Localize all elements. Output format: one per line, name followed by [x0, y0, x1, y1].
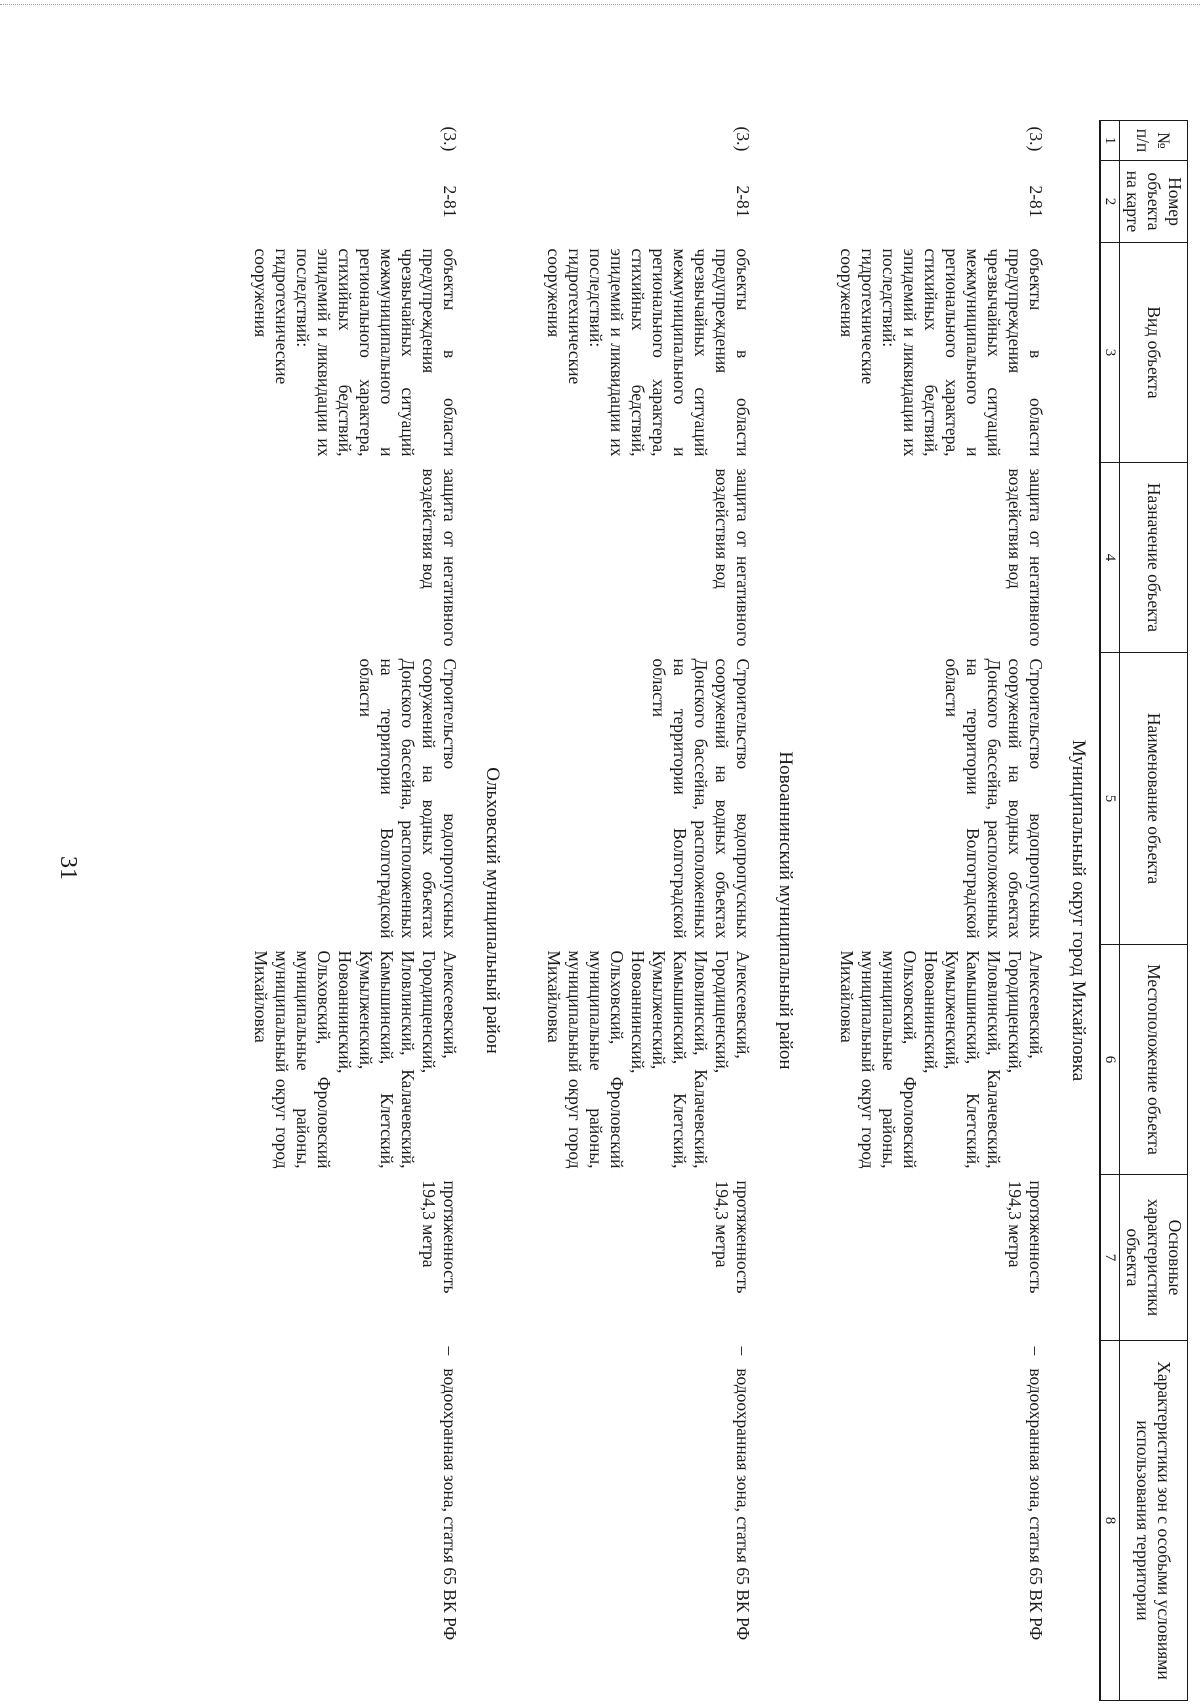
- row-number: (3.): [1026, 126, 1046, 152]
- column-number: 2: [1100, 161, 1120, 243]
- column-number: 8: [1100, 1341, 1120, 1701]
- zone-cell: [220, 1341, 474, 1701]
- object-type: объекты в области предупреждения чрезвычайных ситуаций межмуниципального и регионального характера, стихийных бедствий, эпидемий и ликвидации их последствий: гидротехнические сооружения: [544, 248, 753, 457]
- object-name: Строительство водопропускных сооружений на водных объектах Донского бассейна, расположенных на территории Волгоградской области: [942, 658, 1046, 939]
- header-object-type: Вид объекта: [1120, 243, 1188, 463]
- object-characteristics: протяженность 194,3 метра: [712, 1180, 753, 1294]
- object-purpose: защита от негативного воздействия вод: [712, 468, 753, 647]
- zone-characteristics: водоохранная зона, статья 65 ВК РФ: [440, 1368, 460, 1641]
- column-number: 7: [1100, 1175, 1120, 1341]
- object-purpose: защита от негативного воздействия вод: [1005, 468, 1046, 647]
- object-characteristics: протяженность 194,3 метра: [419, 1180, 460, 1294]
- header-object-location: Местоположение объекта: [1120, 945, 1188, 1175]
- object-name: Строительство водопропускных сооружений на водных объектах Донского бассейна, расположенных на территории Волгоградской области: [356, 658, 460, 939]
- header-row: [1120, 121, 1188, 1701]
- section-title: Новоаннинский муниципальный район: [775, 751, 796, 1070]
- column-number: 6: [1100, 945, 1120, 1175]
- zone-characteristics: водоохранная зона, статья 65 ВК РФ: [1026, 1368, 1046, 1641]
- section-title: Ольховский муниципальный район: [482, 767, 503, 1054]
- zone-cell: [513, 1341, 767, 1701]
- rotated-page-content: [128, 120, 1188, 1700]
- header-object-characteristics: Основные характеристики объекта: [1120, 1175, 1188, 1341]
- scan-edge-line: [0, 4, 1200, 5]
- dash-mark: –: [733, 1346, 753, 1356]
- table-row: [806, 121, 1060, 1701]
- object-characteristics: протяженность 194,3 метра: [1005, 1180, 1046, 1294]
- column-number: 4: [1100, 463, 1120, 653]
- header-object-name: Наименование объекта: [1120, 653, 1188, 945]
- column-number: 3: [1100, 243, 1120, 463]
- row-number: (3.): [440, 126, 460, 152]
- dash-mark: –: [1026, 1346, 1046, 1356]
- header-map-number: Номер объекта на карте: [1120, 161, 1188, 243]
- zone-characteristics: водоохранная зона, статья 65 ВК РФ: [733, 1368, 753, 1641]
- row-number: (3.): [733, 126, 753, 152]
- table-row: [220, 121, 474, 1701]
- header-object-purpose: Назначение объекта: [1120, 463, 1188, 653]
- object-name: Строительство водопропускных сооружений на водных объектах Донского бассейна, расположенных на территории Волгоградской области: [649, 658, 753, 939]
- section-heading-row: [1060, 121, 1100, 1701]
- section-title: Муниципальный округ город Михайловка: [1068, 739, 1089, 1082]
- map-number: 2-81: [440, 185, 460, 218]
- object-type: объекты в области предупреждения чрезвычайных ситуаций межмуниципального и регионального характера, стихийных бедствий, эпидемий и ликвидации их последствий: гидротехнические сооружения: [251, 248, 460, 457]
- header-number: № п/п: [1120, 121, 1188, 161]
- object-location: Алексеевский, Городищенский, Иловлинский, Калачевский, Камышинский, Клетский, Кумылженский, Новоаннинский, Ольховский, Фроловский муниципальные районы, муниципальный округ город Михайловка: [251, 950, 460, 1169]
- page-number: 31: [55, 856, 81, 880]
- objects-table: [220, 120, 1188, 1701]
- object-location: Алексеевский, Городищенский, Иловлинский, Калачевский, Камышинский, Клетский, Кумылженский, Новоаннинский, Ольховский, Фроловский муниципальные районы, муниципальный округ город Михайловка: [544, 950, 753, 1169]
- map-number: 2-81: [733, 185, 753, 218]
- header-zone-characteristics: Характеристики зон с особыми условиями использования территории: [1120, 1341, 1188, 1701]
- column-number: 5: [1100, 653, 1120, 945]
- map-number: 2-81: [1026, 185, 1046, 218]
- column-numbers-row: [1100, 121, 1120, 1701]
- section-heading-row: [767, 121, 806, 1701]
- zone-cell: [806, 1341, 1060, 1701]
- table-row: [513, 121, 767, 1701]
- object-purpose: защита от негативного воздействия вод: [419, 468, 460, 647]
- section-heading-row: [474, 121, 513, 1701]
- object-type: объекты в области предупреждения чрезвычайных ситуаций межмуниципального и регионального характера, стихийных бедствий, эпидемий и ликвидации их последствий: гидротехнические сооружения: [837, 248, 1046, 457]
- column-number: 1: [1100, 121, 1120, 161]
- dash-mark: –: [440, 1346, 460, 1356]
- object-location: Алексеевский, Городищенский, Иловлинский, Калачевский, Камышинский, Клетский, Кумылженский, Новоаннинский, Ольховский, Фроловский муниципальные районы, муниципальный округ город Михайловка: [837, 950, 1046, 1169]
